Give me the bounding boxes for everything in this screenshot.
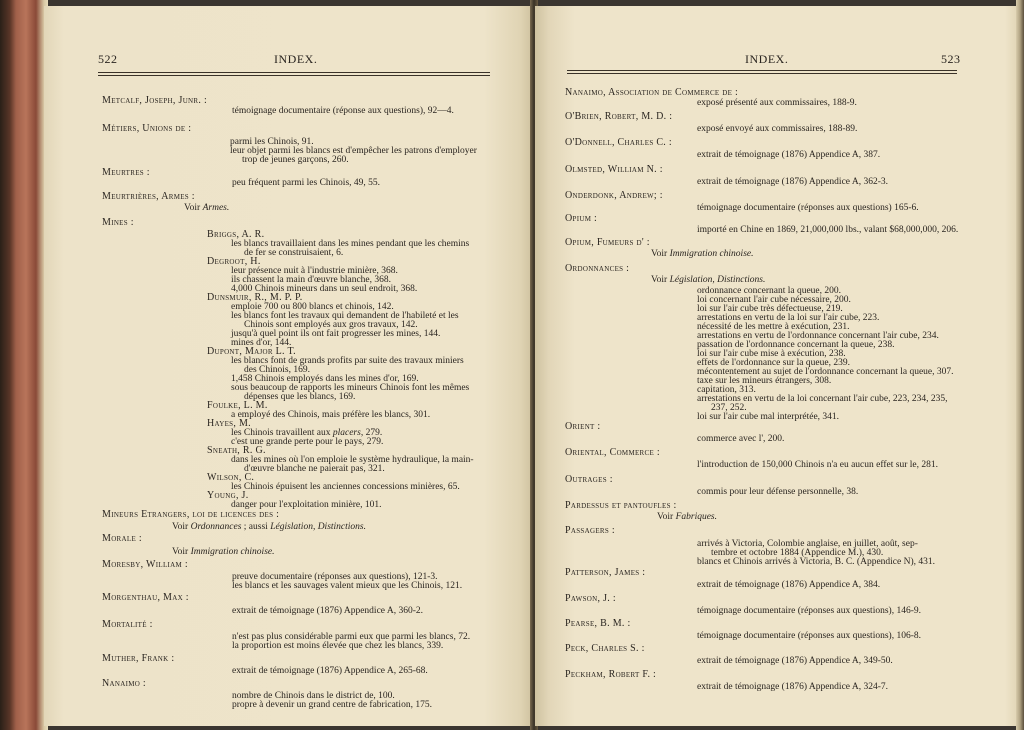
index-heading: Meurtrières, Armes :: [102, 191, 195, 202]
index-entry: la proportion est moins élevée que chez les blancs, 339.: [232, 641, 444, 651]
index-heading: Moresby, William :: [102, 559, 188, 570]
index-entry: extrait de témoignage (1876) Appendice A, 360-2.: [232, 606, 424, 616]
index-entry: passation de l'ordonnance concernant la queue, 238.: [697, 340, 895, 350]
subheading: Foulke, L. M.: [207, 400, 268, 411]
index-heading: Opium, Fumeurs d' :: [565, 237, 650, 248]
index-entry: sous beaucoup de rapports les mineurs Chinois font les mêmes: [231, 383, 470, 393]
right-page: [535, 6, 1019, 726]
index-heading: O'Donnell, Charles C. :: [565, 137, 672, 148]
index-entry: danger pour l'exploitation minière, 101.: [231, 500, 382, 510]
index-entry: extrait de témoignage (1876) Appendice A, 387.: [697, 150, 881, 160]
index-heading: Morgenthau, Max :: [102, 592, 189, 603]
index-entry: n'est pas plus considérable parmi eux que parmi les blancs, 72.: [232, 632, 471, 642]
cross-reference: Voir Ordonnances ; aussi Législation, Distinctions.: [172, 522, 366, 532]
index-entry: c'est une grande perte pour le pays, 279.: [231, 437, 384, 447]
index-entry: mines d'or, 144.: [231, 338, 292, 348]
index-entry: 237, 252.: [711, 403, 747, 413]
index-heading: Morale :: [102, 533, 142, 544]
index-entry: leur objet parmi les blancs est d'empêcher les patrons d'employer: [230, 146, 477, 156]
index-heading: Muther, Frank :: [102, 653, 175, 664]
index-entry: taxe sur les mineurs étrangers, 308.: [697, 376, 832, 386]
index-entry: dans les mines où l'on emploie le système hydraulique, la main-: [231, 455, 474, 465]
index-heading: Patterson, James :: [565, 567, 646, 578]
index-entry: extrait de témoignage (1876) Appendice A, 362-3.: [697, 177, 889, 187]
index-heading: Opium :: [565, 213, 598, 224]
index-entry: ils chassent la main d'œuvre blanche, 368.: [231, 275, 392, 285]
index-entry: exposé présenté aux commissaires, 188-9.: [697, 98, 857, 108]
index-entry: trop de jeunes garçons, 260.: [242, 155, 349, 165]
index-entry: effets de l'ordonnance sur la queue, 239.: [697, 358, 850, 368]
index-entry: de fer se construisaient, 6.: [244, 248, 344, 258]
index-entry: arrestations en vertu de la loi concernant l'air cube, 223, 234, 235,: [697, 394, 948, 404]
index-heading: Orient :: [565, 421, 601, 432]
index-heading: Meurtres :: [102, 167, 150, 178]
subheading: Young, J.: [207, 490, 249, 501]
cross-reference: Voir Législation, Distinctions.: [651, 275, 766, 285]
index-heading: Metcalf, Joseph, Junr. :: [102, 95, 208, 106]
header-rule: [98, 72, 490, 76]
index-entry: mécontentement au sujet de l'ordonnance concernant la queue, 307.: [697, 367, 954, 377]
index-entry: leur présence nuit à l'industrie minière, 368.: [231, 266, 398, 276]
index-entry: les Chinois épuisent les anciennes concessions minières, 65.: [231, 482, 460, 492]
index-entry: extrait de témoignage (1876) Appendice A, 324-7.: [697, 682, 889, 692]
index-entry: extrait de témoignage (1876) Appendice A, 349-50.: [697, 656, 893, 666]
index-entry: 4,000 Chinois mineurs dans un seul endroit, 368.: [231, 284, 418, 294]
index-entry: Chinois sont employés aux gros travaux, 142.: [244, 320, 418, 330]
index-heading: Nanaimo :: [102, 678, 146, 689]
index-heading: Mortalité :: [102, 619, 153, 630]
index-entry: a employé des Chinois, mais préfère les blancs, 301.: [231, 410, 431, 420]
index-entry: loi sur l'air cube très défectueuse, 219.: [697, 304, 843, 314]
page-edge: [1016, 0, 1024, 730]
index-entry: capitation, 313.: [697, 385, 756, 395]
index-heading: O'Brien, Robert, M. D. :: [565, 111, 673, 122]
index-entry: emploie 700 ou 800 blancs et chinois, 142.: [231, 302, 394, 312]
subheading: Dupont, Major L. T.: [207, 346, 296, 357]
index-entry: témoignage documentaire (réponses aux questions) 165-6.: [697, 203, 919, 213]
index-entry: commis pour leur défense personnelle, 38.: [697, 487, 859, 497]
index-entry: loi concernant l'air cube nécessaire, 200.: [697, 295, 851, 305]
index-entry: d'œuvre blanche ne paierait pas, 321.: [244, 464, 385, 474]
index-entry: des Chinois, 169.: [244, 365, 310, 375]
index-heading: Ordonnances :: [565, 263, 630, 274]
index-entry: extrait de témoignage (1876) Appendice A, 384.: [697, 580, 881, 590]
index-entry: peu fréquent parmi les Chinois, 49, 55.: [232, 178, 381, 188]
index-entry: jusqu'à quel point ils ont fait progresser les mines, 144.: [231, 329, 441, 339]
header-rule: [567, 70, 957, 74]
index-entry: parmi les Chinois, 91.: [230, 137, 314, 147]
index-entry: arrestations en vertu de la loi sur l'air cube, 223.: [697, 313, 880, 323]
book-binding: [0, 0, 48, 730]
index-entry: témoignage documentaire (réponses aux questions), 106-8.: [697, 631, 921, 641]
page-header: INDEX.: [745, 52, 789, 66]
index-entry: exposé envoyé aux commissaires, 188-89.: [697, 124, 858, 134]
index-entry: les blancs font de grands profits par suite des travaux miniers: [231, 356, 464, 366]
index-entry: preuve documentaire (réponses aux questions), 121-3.: [232, 572, 438, 582]
index-heading: Pardessus et pantoufles :: [565, 500, 677, 511]
index-entry: nombre de Chinois dans le district de, 100.: [232, 691, 395, 701]
index-heading: Olmsted, William N. :: [565, 164, 663, 175]
subheading: Dunsmuir, R., M. P. P.: [207, 292, 303, 303]
index-entry: témoignage documentaire (réponse aux questions), 92—4.: [232, 106, 454, 116]
index-entry: tembre et octobre 1884 (Appendice M.), 430.: [711, 548, 884, 558]
page-number: 522: [98, 52, 118, 66]
index-entry: les blancs font les travaux qui demandent de l'habileté et les: [231, 311, 459, 321]
index-heading: Mineurs Etrangers, loi de licences des :: [102, 509, 280, 520]
index-entry: les blancs travaillaient dans les mines pendant que les chemins: [231, 239, 470, 249]
index-heading: Passagers :: [565, 525, 615, 536]
index-entry: dépenses que les blancs, 169.: [244, 392, 356, 402]
index-entry: extrait de témoignage (1876) Appendice A, 265-68.: [232, 666, 428, 676]
index-entry: importé en Chine en 1869, 21,000,000 lbs., valant $68,000,000, 206.: [697, 225, 959, 235]
subheading: Hayes, M.: [207, 418, 251, 429]
cross-reference: Voir Fabriques.: [657, 512, 718, 522]
index-heading: Mines :: [102, 217, 134, 228]
index-entry: l'introduction de 150,000 Chinois n'a eu aucun effet sur le, 281.: [697, 460, 938, 470]
index-heading: Pearse, B. M. :: [565, 618, 631, 629]
subheading: Briggs, A. R.: [207, 229, 265, 240]
index-entry: loi sur l'air cube mal interprétée, 341.: [697, 412, 840, 422]
index-heading: Peckham, Robert F. :: [565, 669, 657, 680]
page-number: 523: [941, 52, 961, 66]
left-page: [44, 6, 532, 726]
cross-reference: Voir Immigration chinoise.: [651, 249, 754, 259]
index-entry: les blancs et les sauvages valent mieux que les Chinois, 121.: [232, 581, 463, 591]
cross-reference: Voir Armes.: [184, 203, 230, 213]
subheading: Wilson, C.: [207, 472, 255, 483]
index-entry: témoignage documentaire (réponses aux questions), 146-9.: [697, 606, 921, 616]
index-entry: les Chinois travaillent aux placers, 279.: [231, 428, 383, 438]
index-heading: Outrages :: [565, 474, 613, 485]
index-entry: arrivés à Victoria, Colombie anglaise, en juillet, août, sep-: [697, 539, 918, 549]
index-entry: commerce avec l', 200.: [697, 434, 785, 444]
page-header: INDEX.: [274, 52, 318, 66]
index-heading: Nanaimo, Association de Commerce de :: [565, 87, 739, 98]
index-heading: Pawson, J. :: [565, 593, 616, 604]
index-entry: ordonnance concernant la queue, 200.: [697, 286, 842, 296]
index-heading: Onderdonk, Andrew; :: [565, 190, 663, 201]
index-heading: Métiers, Unions de :: [102, 123, 192, 134]
index-entry: blancs et Chinois arrivés à Victoria, B. C. (Appendice N), 431.: [697, 557, 936, 567]
cross-reference: Voir Immigration chinoise.: [172, 547, 275, 557]
index-entry: loi sur l'air cube mise à exécution, 238.: [697, 349, 846, 359]
index-entry: nécessité de les mettre à exécution, 231.: [697, 322, 850, 332]
index-heading: Peck, Charles S. :: [565, 643, 645, 654]
subheading: Degroot, H.: [207, 256, 261, 267]
index-heading: Oriental, Commerce :: [565, 447, 660, 458]
subheading: Sneath, R. G.: [207, 445, 266, 456]
index-entry: 1,458 Chinois employés dans les mines d'or, 169.: [231, 374, 419, 384]
index-entry: arrestations en vertu de l'ordonnance concernant l'air cube, 234.: [697, 331, 939, 341]
index-entry: propre à devenir un grand centre de fabrication, 175.: [232, 700, 432, 710]
